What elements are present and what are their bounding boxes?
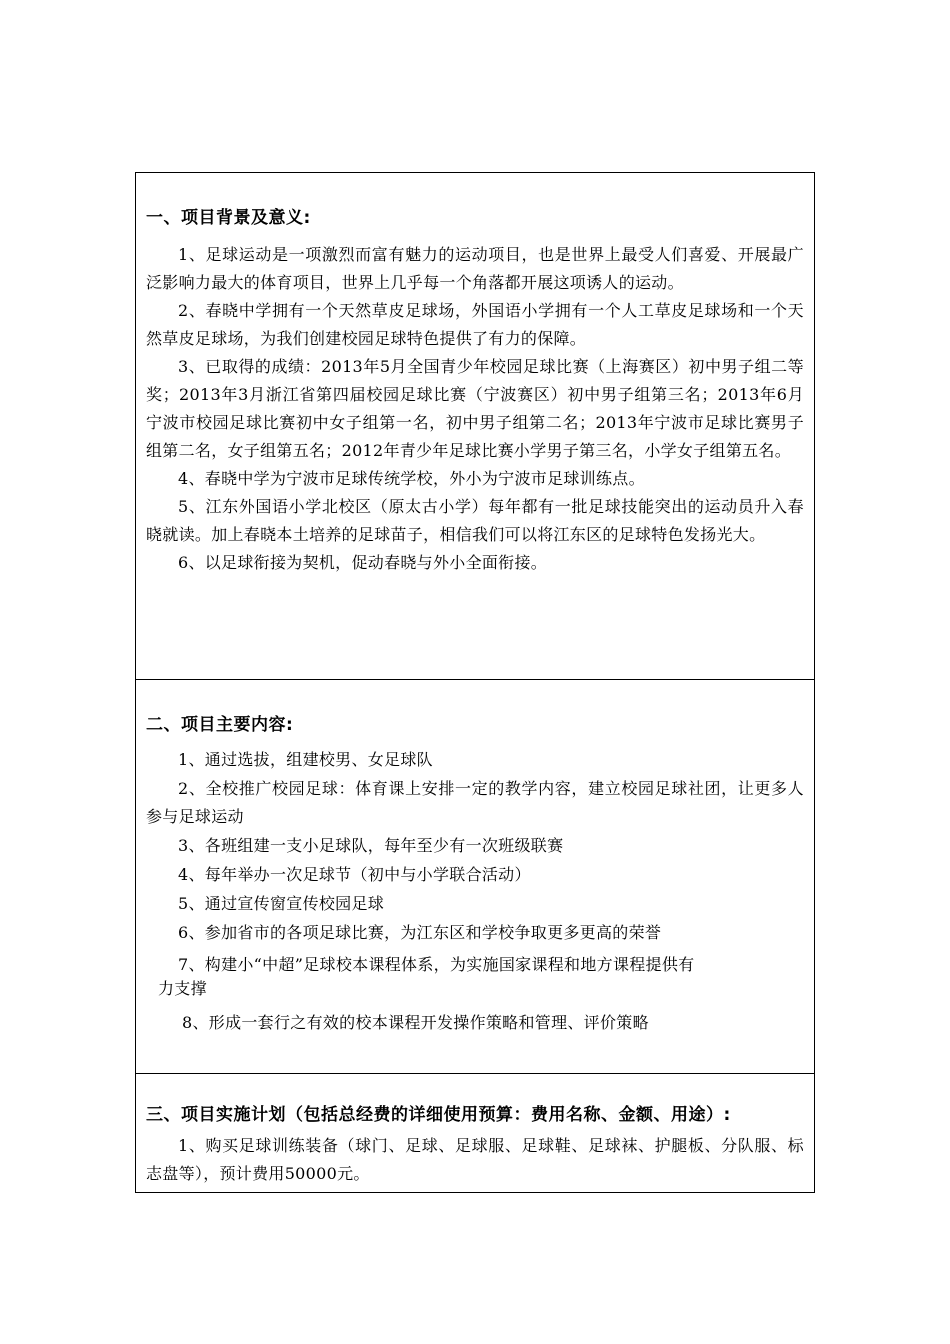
project-form-table (135, 172, 815, 1193)
list-item: 5、通过宣传窗宣传校园足球 (178, 894, 385, 913)
list-item: 3、各班组建一支小足球队，每年至少有一次班级联赛 (178, 836, 564, 855)
paragraph: 5、江东外国语小学北校区（原太古小学）每年都有一批足球技能突出的运动员升入春晓就读。加上春晓本土培养的足球苗子，相信我们可以将江东区的足球特色发扬光大。 (146, 497, 804, 544)
list-item (146, 953, 804, 1001)
list-item: 4、每年举办一次足球节（初中与小学联合活动） (178, 865, 531, 884)
list-item: 6、参加省市的各项足球比赛，为江东区和学校争取更多更高的荣誉 (178, 923, 662, 942)
paragraph: 1、购买足球训练装备（球门、足球、足球服、足球鞋、足球袜、护腿板、分队服、标志盘等），预计费用50000元。 (146, 1136, 804, 1183)
list-item-continuation: 力支撑 (158, 979, 207, 998)
paragraph: 4、春晓中学为宁波市足球传统学校，外小为宁波市足球训练点。 (178, 469, 645, 488)
list-item: 1、通过选拔，组建校男、女足球队 (178, 750, 433, 769)
section-heading: 一、项目背景及意义: (146, 208, 311, 228)
section-heading: 三、项目实施计划（包括总经费的详细使用预算：费用名称、金额、用途）: (146, 1105, 731, 1125)
section-background (136, 173, 814, 679)
paragraph: 3、已取得的成绩：2013年5月全国青少年校园足球比赛（上海赛区）初中男子组二等奖；2013年3月浙江省第四届校园足球比赛（宁波赛区）初中男子组第三名；2013年6月宁波市校园足球比赛初中女子组第一名，初中男子组第二名；2013年宁波市足球比赛男子组第二名，女子组第五名；2012年青少年足球比赛小学男子第三名，小学女子组第五名。 (146, 357, 804, 460)
list-item: 8、形成一套行之有效的校本课程开发操作策略和管理、评价策略 (182, 1013, 649, 1032)
list-item: 2、全校推广校园足球：体育课上安排一定的教学内容，建立校园足球社团，让更多人参与足球运动 (146, 779, 804, 826)
paragraph: 1、足球运动是一项激烈而富有魅力的运动项目，也是世界上最受人们喜爱、开展最广泛影响力最大的体育项目，世界上几乎每一个角落都开展这项诱人的运动。 (146, 245, 804, 292)
paragraph: 2、春晓中学拥有一个天然草皮足球场，外国语小学拥有一个人工草皮足球场和一个天然草皮足球场，为我们创建校园足球特色提供了有力的保障。 (146, 301, 804, 348)
section-main-content (136, 679, 814, 1073)
paragraph: 6、以足球衔接为契机，促动春晓与外小全面衔接。 (178, 553, 548, 572)
section-heading: 二、项目主要内容: (146, 715, 294, 735)
list-item-line: 7、构建小“中超”足球校本课程体系，为实施国家课程和地方课程提供有 (178, 955, 695, 974)
section-implementation-plan (136, 1073, 814, 1192)
